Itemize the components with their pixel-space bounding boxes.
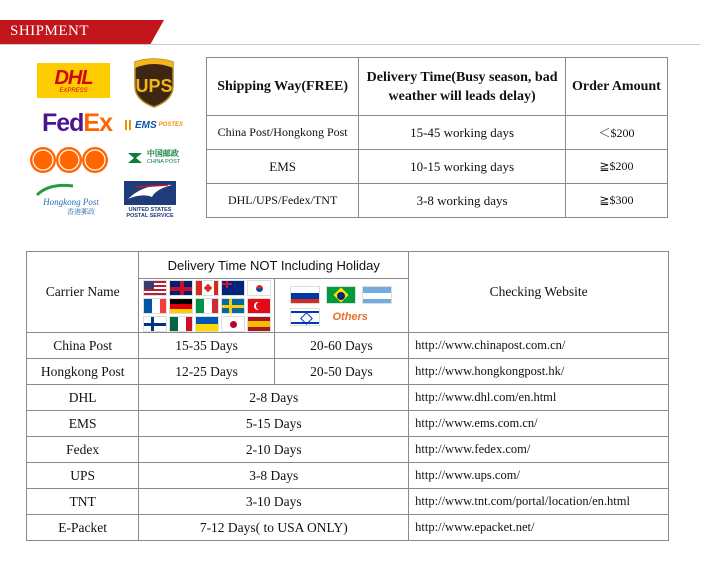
dhl-logo-sub: EXPRESS	[59, 87, 88, 94]
header-divider	[0, 44, 700, 45]
table-row	[27, 489, 669, 515]
delivery-time: 15-45 working days	[359, 116, 566, 150]
china-post-logo	[123, 145, 183, 171]
table-row	[27, 333, 669, 359]
table-row	[27, 385, 669, 411]
carrier-table	[26, 251, 669, 541]
uk-flag-icon	[169, 280, 193, 296]
table-row	[27, 463, 669, 489]
ems-stripe-icon	[125, 120, 133, 130]
table-row	[27, 437, 669, 463]
section-title: SHIPMENT	[10, 23, 90, 39]
col-header-checking-website: Checking Website	[409, 252, 669, 333]
delivery-time: 3-10 Days	[139, 489, 409, 515]
ups-logo-text: UPS	[135, 76, 173, 96]
order-amount: ≧$200	[565, 150, 667, 184]
sweden-flag-icon	[221, 298, 245, 314]
usa-flag-icon	[143, 280, 167, 296]
delivery-time-a: 12-25 Days	[139, 359, 274, 385]
fedex-logo-fed: Fed	[41, 108, 84, 137]
carrier-name: Fedex	[27, 437, 139, 463]
ems-logo	[125, 114, 183, 136]
delivery-time: 5-15 Days	[139, 411, 409, 437]
table-row	[207, 116, 668, 150]
ems-logo-sub: POSTEX	[158, 122, 183, 128]
china-post-cn: 中国邮政	[146, 149, 179, 158]
flag-group-left	[143, 280, 271, 332]
website-link[interactable]: http://www.dhl.com/en.html	[409, 385, 669, 411]
website-link[interactable]: http://www.ups.com/	[409, 463, 669, 489]
table-row	[27, 411, 669, 437]
fedex-logo-ex: Ex	[83, 108, 113, 137]
hongkong-post-cn: 香港郵政	[67, 208, 95, 216]
france-flag-icon	[143, 298, 167, 314]
carrier-name: China Post	[27, 333, 139, 359]
delivery-time: 3-8 Days	[139, 463, 409, 489]
table-row	[27, 515, 669, 541]
spain-flag-icon	[247, 316, 271, 332]
mexico-flag-icon	[169, 316, 193, 332]
carrier-name: TNT	[27, 489, 139, 515]
shipping-way: EMS	[207, 150, 359, 184]
col-header-delivery-time: Delivery Time(Busy season, bad weather will leads delay)	[359, 58, 566, 116]
website-link[interactable]: http://www.hongkongpost.hk/	[409, 359, 669, 385]
ukraine-flag-icon	[195, 316, 219, 332]
china-post-en: CHINA POST	[146, 159, 181, 165]
order-amount: ≧$300	[565, 184, 667, 218]
table-row	[27, 359, 669, 385]
ems-logo-text: EMS	[134, 119, 157, 131]
usps-eagle-icon	[122, 179, 178, 207]
italy-flag-icon	[195, 298, 219, 314]
shipping-way: DHL/UPS/Fedex/TNT	[207, 184, 359, 218]
finland-flag-icon	[143, 316, 167, 332]
delivery-time: 3-8 working days	[359, 184, 566, 218]
flags-cell-left	[139, 279, 274, 333]
carrier-name: EMS	[27, 411, 139, 437]
ups-logo	[132, 58, 176, 108]
flag-group-right	[290, 286, 392, 326]
table-row	[207, 150, 668, 184]
canada-flag-icon	[195, 280, 219, 296]
russia-flag-icon	[290, 286, 320, 304]
website-link[interactable]: http://www.ems.com.cn/	[409, 411, 669, 437]
dhl-logo	[37, 63, 110, 98]
hongkong-post-swoosh-icon	[35, 183, 75, 197]
israel-flag-icon	[290, 308, 320, 326]
korea-flag-icon	[247, 280, 271, 296]
table-row	[207, 184, 668, 218]
dhl-logo-text: DHL	[54, 66, 93, 89]
shipping-table	[206, 57, 668, 218]
others-label: Others	[332, 310, 368, 323]
fedex-logo	[37, 108, 117, 138]
carrier-name: UPS	[27, 463, 139, 489]
delivery-time: 2-8 Days	[139, 385, 409, 411]
australia-flag-icon	[221, 280, 245, 296]
delivery-time: 10-15 working days	[359, 150, 566, 184]
japan-flag-icon	[221, 316, 245, 332]
col-header-carrier-name: Carrier Name	[27, 252, 139, 333]
usps-logo	[119, 178, 181, 220]
header-corner	[150, 20, 164, 45]
germany-flag-icon	[169, 298, 193, 314]
usps-line2: POSTAL SERVICE	[126, 213, 174, 219]
china-post-emblem-icon	[126, 149, 144, 167]
brazil-flag-icon	[326, 286, 356, 304]
col-header-shipping-way: Shipping Way(FREE)	[207, 58, 359, 116]
delivery-time-b: 20-60 Days	[274, 333, 408, 359]
delivery-time: 2-10 Days	[139, 437, 409, 463]
website-link[interactable]: http://www.chinapost.com.cn/	[409, 333, 669, 359]
argentina-flag-icon	[362, 286, 392, 304]
carrier-name: Hongkong Post	[27, 359, 139, 385]
table-row	[27, 252, 669, 279]
delivery-time-a: 15-35 Days	[139, 333, 274, 359]
hongkong-post-en: Hongkong Post	[43, 197, 99, 207]
shipping-way: China Post/Hongkong Post	[207, 116, 359, 150]
website-link[interactable]: http://www.epacket.net/	[409, 515, 669, 541]
col-header-delivery-time: Delivery Time NOT Including Holiday	[139, 252, 409, 279]
carrier-name: DHL	[27, 385, 139, 411]
turkey-flag-icon	[247, 298, 271, 314]
flags-cell-right	[274, 279, 408, 333]
tnt-logo	[29, 143, 109, 177]
usps-line1: UNITED STATES	[128, 207, 172, 213]
delivery-time: 7-12 Days( to USA ONLY)	[139, 515, 409, 541]
carrier-name: E-Packet	[27, 515, 139, 541]
delivery-time-b: 20-50 Days	[274, 359, 408, 385]
order-amount: ＜$200	[565, 116, 667, 150]
hongkong-post-logo	[31, 183, 111, 223]
table-row	[207, 58, 668, 116]
website-link[interactable]: http://www.fedex.com/	[409, 437, 669, 463]
section-header	[0, 20, 150, 45]
website-link[interactable]: http://www.tnt.com/portal/location/en.html	[409, 489, 669, 515]
col-header-order-amount: Order Amount	[565, 58, 667, 116]
